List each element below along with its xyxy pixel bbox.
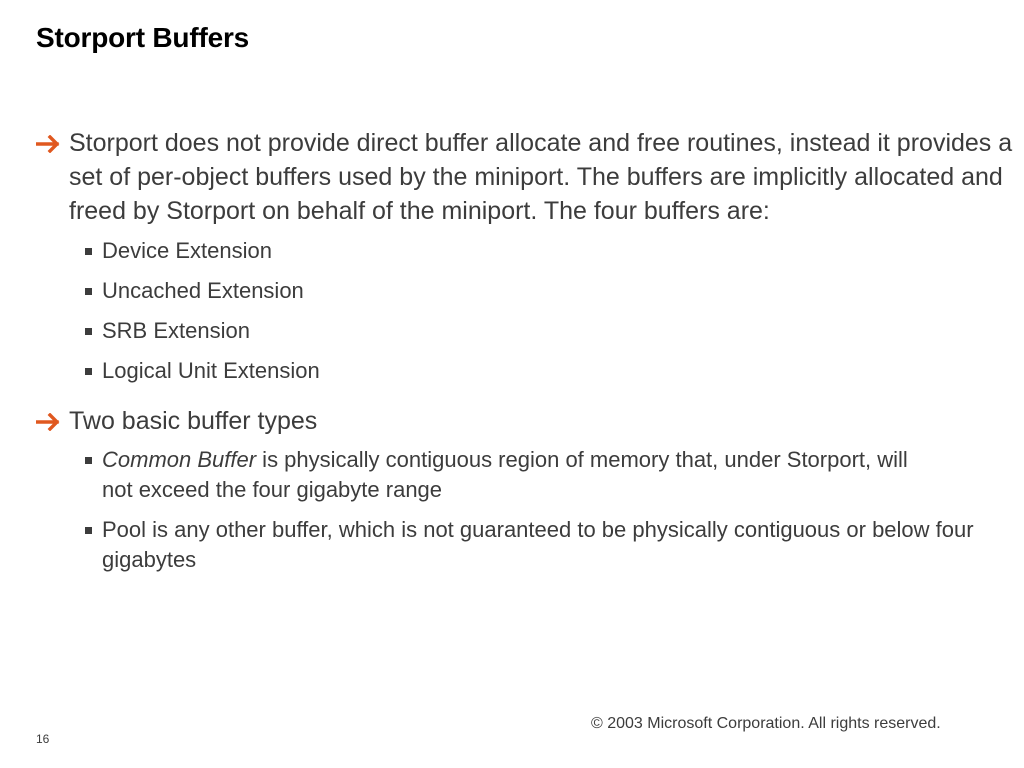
sub-bullet-item bbox=[36, 276, 996, 306]
bullet-text: Storport does not provide direct buffer allocate and free routines, instead it provides a set of per-object buffers used by the miniport. The buffers are implicitly allocated and freed by Storport on behalf of the miniport. The four buffers are: bbox=[69, 129, 1013, 225]
sub-bullet-text: Pool is any other buffer, which is not guaranteed to be physically contiguous or below four gigabytes bbox=[102, 517, 974, 572]
square-bullet-icon bbox=[85, 527, 92, 534]
square-bullet-icon bbox=[85, 328, 92, 335]
sub-bullet-item bbox=[36, 356, 996, 386]
bullet-item bbox=[36, 126, 1015, 228]
sub-bullet-item bbox=[36, 515, 1002, 575]
arrow-right-icon bbox=[36, 126, 62, 160]
sub-bullet-text: Device Extension bbox=[102, 238, 272, 263]
sub-bullet-term: Common Buffer bbox=[102, 447, 257, 472]
bullet-text: Two basic buffer types bbox=[69, 407, 318, 435]
square-bullet-icon bbox=[85, 368, 92, 375]
arrow-right-icon bbox=[36, 404, 62, 438]
slide-title: Storport Buffers bbox=[36, 22, 250, 53]
sub-bullet-item bbox=[36, 445, 932, 505]
sub-bullet-item bbox=[36, 236, 996, 266]
sub-bullet-text: is physically contiguous region of memory that, under Storport, will not exceed the four gigabyte range bbox=[102, 447, 908, 502]
bullet-item bbox=[36, 404, 996, 438]
slide-content bbox=[36, 126, 1013, 575]
sub-bullet-list bbox=[36, 445, 996, 575]
sub-bullet-text: Logical Unit Extension bbox=[102, 358, 320, 383]
copyright-notice: © 2003 Microsoft Corporation. All rights reserved. bbox=[591, 715, 941, 732]
page-number: 16 bbox=[36, 732, 50, 746]
sub-bullet-list bbox=[36, 236, 996, 386]
square-bullet-icon bbox=[85, 457, 92, 464]
square-bullet-icon bbox=[85, 288, 92, 295]
sub-bullet-text: SRB Extension bbox=[102, 318, 250, 343]
sub-bullet-text: Uncached Extension bbox=[102, 278, 304, 303]
sub-bullet-item bbox=[36, 316, 996, 346]
square-bullet-icon bbox=[85, 248, 92, 255]
